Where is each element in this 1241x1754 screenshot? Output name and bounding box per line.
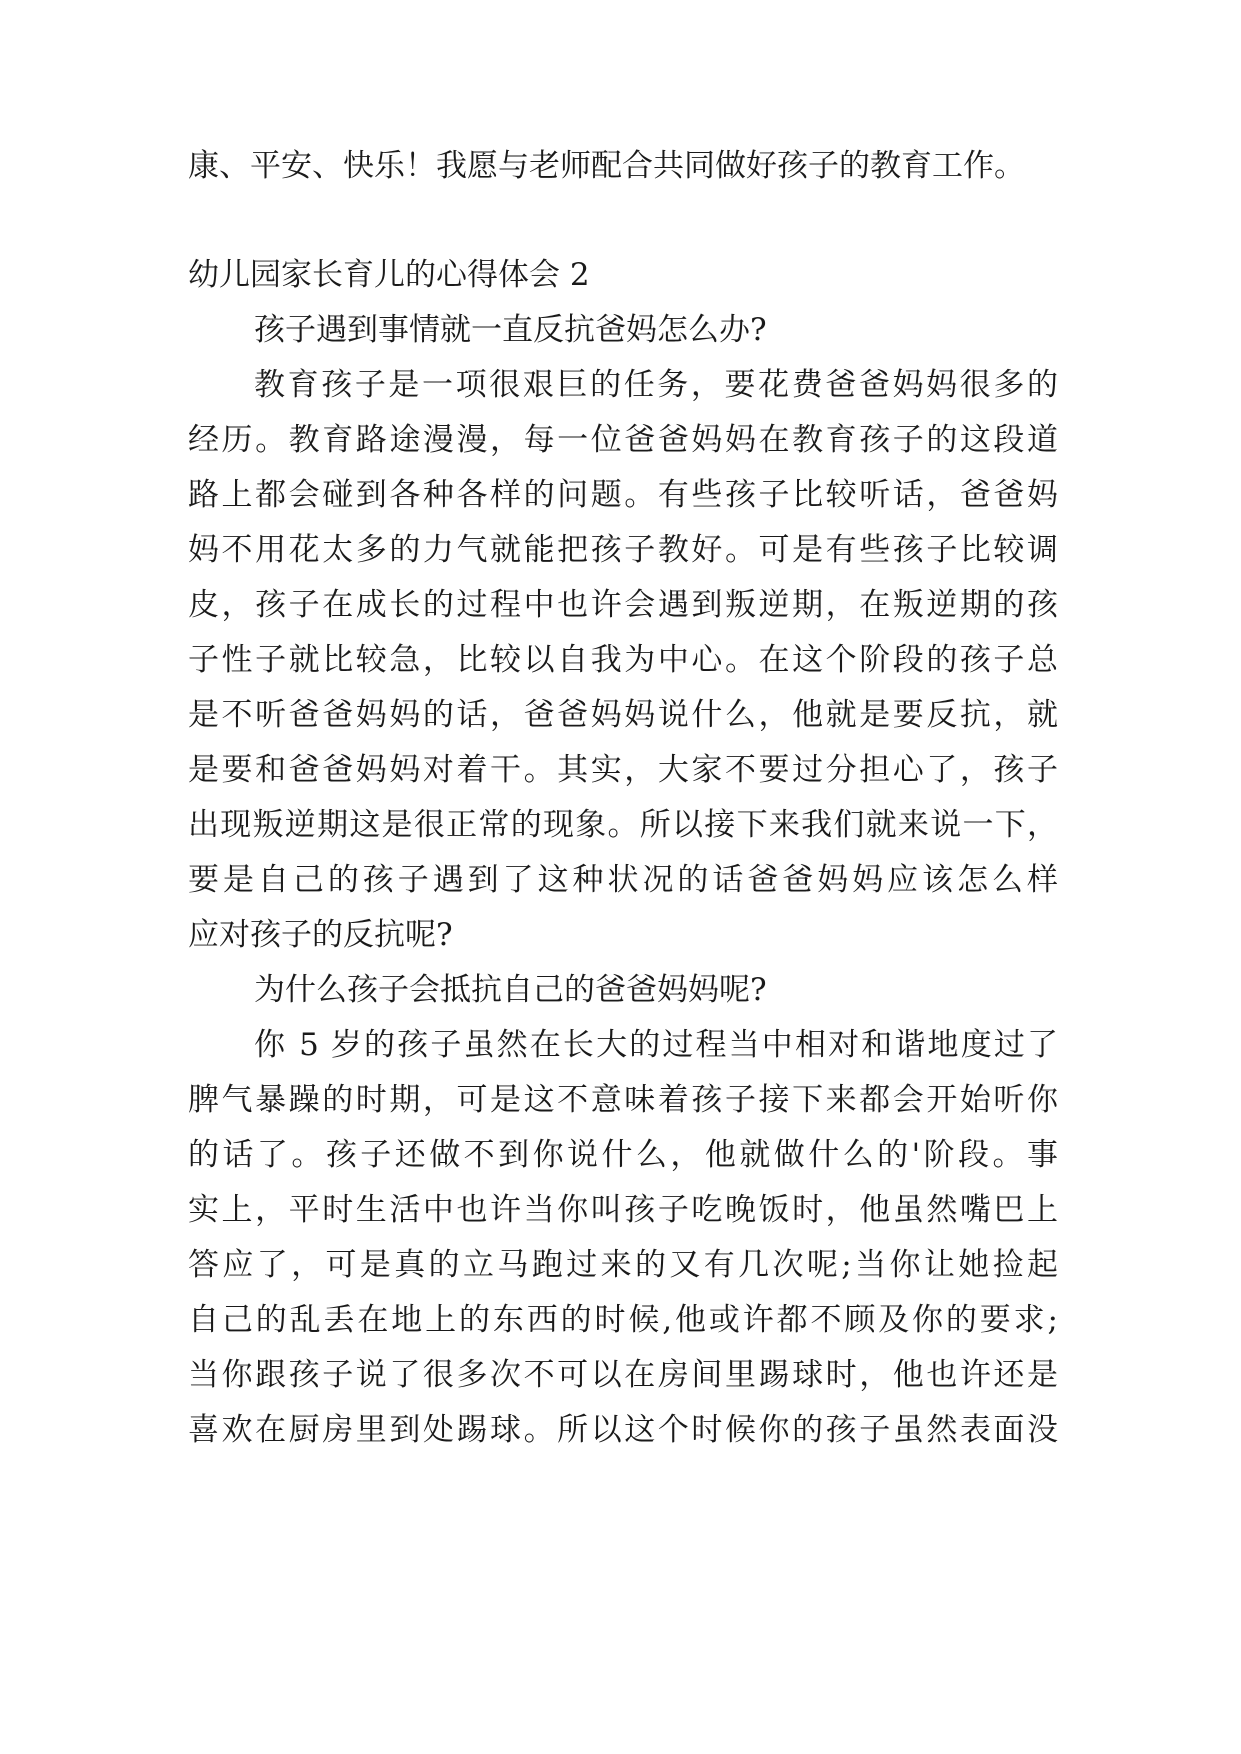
paragraph-line: 皮，孩子在成长的过程中也许会遇到叛逆期，在叛逆期的孩 <box>188 587 1058 623</box>
paragraph-line: 路上都会碰到各种各样的问题。有些孩子比较听话，爸爸妈 <box>188 477 1058 513</box>
paragraph-line: 答应了，可是真的立马跑过来的又有几次呢;当你让她捡起 <box>188 1247 1058 1283</box>
paragraph-line: 教育孩子是一项很艰巨的任务，要花费爸爸妈妈很多的 <box>254 367 1058 403</box>
question-heading-1: 孩子遇到事情就一直反抗爸妈怎么办? <box>254 312 767 348</box>
paragraph-line: 实上，平时生活中也许当你叫孩子吃晚饭时，他虽然嘴巴上 <box>188 1192 1058 1228</box>
paragraph-line: 要是自己的孩子遇到了这种状况的话爸爸妈妈应该怎么样 <box>188 862 1058 898</box>
paragraph-line: 妈不用花太多的力气就能把孩子教好。可是有些孩子比较调 <box>188 532 1058 568</box>
question-heading-2: 为什么孩子会抵抗自己的爸爸妈妈呢? <box>254 972 767 1008</box>
paragraph-line: 的话了。孩子还做不到你说什么，他就做什么的'阶段。事 <box>188 1137 1058 1173</box>
paragraph-line: 自己的乱丢在地上的东西的时候,他或许都不顾及你的要求; <box>188 1302 1058 1338</box>
paragraph-line: 脾气暴躁的时期，可是这不意味着孩子接下来都会开始听你 <box>188 1082 1058 1118</box>
paragraph-line: 是不听爸爸妈妈的话，爸爸妈妈说什么，他就是要反抗，就 <box>188 697 1058 733</box>
intro-line: 康、平安、快乐！我愿与老师配合共同做好孩子的教育工作。 <box>188 148 1025 184</box>
paragraph-line: 喜欢在厨房里到处踢球。所以这个时候你的孩子虽然表面没 <box>188 1412 1058 1448</box>
paragraph-line: 子性子就比较急，比较以自我为中心。在这个阶段的孩子总 <box>188 642 1058 678</box>
paragraph-line: 出现叛逆期这是很正常的现象。所以接下来我们就来说一下， <box>188 807 1058 843</box>
paragraph-line: 你 5 岁的孩子虽然在长大的过程当中相对和谐地度过了 <box>254 1027 1058 1063</box>
section-title: 幼儿园家长育儿的心得体会 2 <box>188 257 590 293</box>
paragraph-line: 当你跟孩子说了很多次不可以在房间里踢球时，他也许还是 <box>188 1357 1058 1393</box>
paragraph-line: 经历。教育路途漫漫，每一位爸爸妈妈在教育孩子的这段道 <box>188 422 1058 458</box>
paragraph-line: 应对孩子的反抗呢? <box>188 917 453 953</box>
paragraph-line: 是要和爸爸妈妈对着干。其实，大家不要过分担心了，孩子 <box>188 752 1058 788</box>
